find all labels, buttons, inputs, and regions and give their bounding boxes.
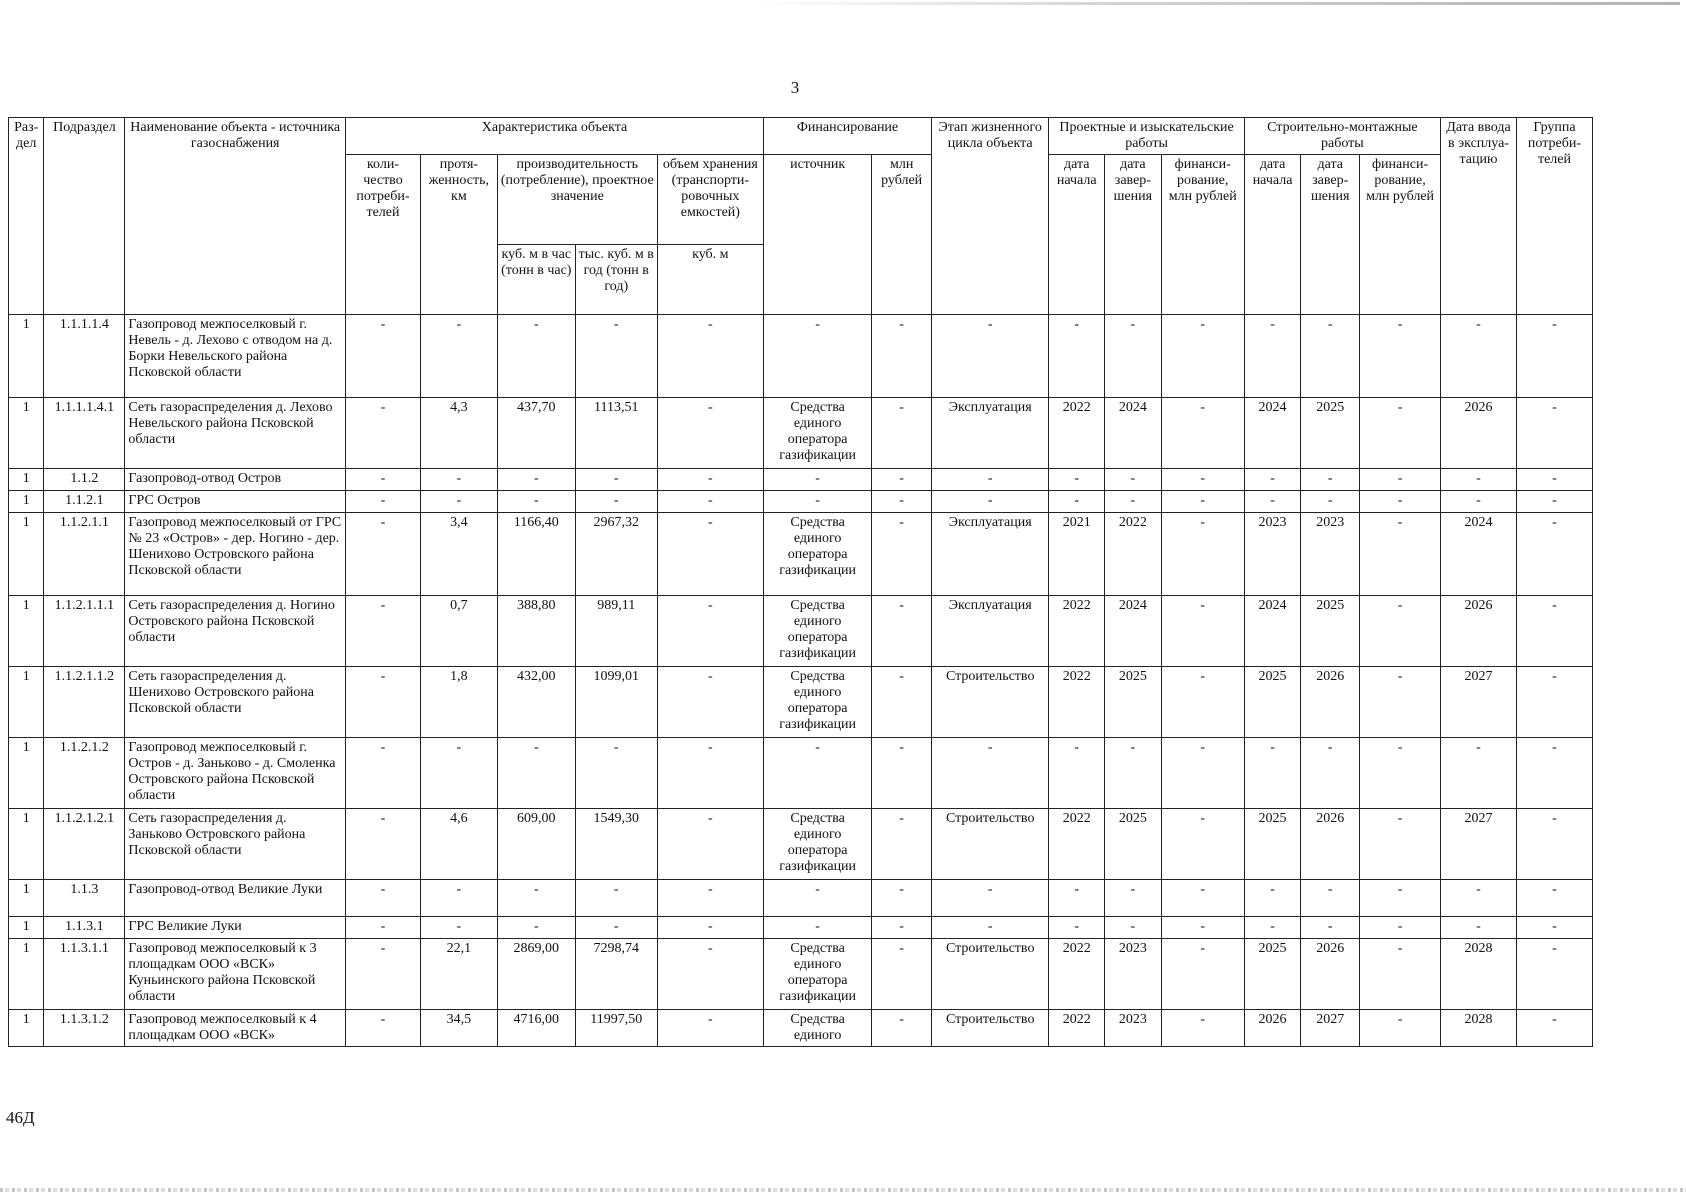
header-construction-date-end: дата завер-шения	[1301, 155, 1360, 315]
cell-design-date-end: 2024	[1105, 398, 1162, 469]
cell-productivity-hour: -	[497, 315, 575, 398]
cell-design-financing: -	[1161, 880, 1244, 917]
cell-lifecycle-stage: Строительство	[932, 809, 1049, 880]
cell-construction-date-end: 2023	[1301, 513, 1360, 596]
cell-productivity-year: 7298,74	[575, 939, 657, 1010]
cell-razdel: 1	[9, 738, 44, 809]
header-length: протя-женность, км	[420, 155, 497, 315]
cell-consumer-group: -	[1516, 738, 1592, 809]
cell-length-km: 0,7	[420, 596, 497, 667]
cell-length-km: 1,8	[420, 667, 497, 738]
cell-financing-mln: -	[872, 491, 932, 513]
table-row	[9, 917, 1593, 939]
cell-subsection: 1.1.3.1.2	[44, 1010, 125, 1047]
cell-construction-date-start: 2023	[1244, 513, 1301, 596]
header-consumer-group: Группа потреби-телей	[1516, 118, 1592, 315]
cell-productivity-hour: 432,00	[497, 667, 575, 738]
cell-storage-volume: -	[657, 1010, 763, 1047]
table-row	[9, 398, 1593, 469]
cell-consumer-group: -	[1516, 315, 1592, 398]
cell-financing-source: -	[763, 880, 871, 917]
cell-construction-date-start: -	[1244, 917, 1301, 939]
cell-subsection: 1.1.2.1	[44, 491, 125, 513]
cell-length-km: -	[420, 880, 497, 917]
header-consumers-count: коли-чество потреби-телей	[346, 155, 421, 315]
cell-productivity-year: -	[575, 738, 657, 809]
cell-design-date-end: 2023	[1105, 1010, 1162, 1047]
cell-financing-mln: -	[872, 880, 932, 917]
cell-construction-date-end: 2026	[1301, 939, 1360, 1010]
cell-design-financing: -	[1161, 738, 1244, 809]
cell-construction-date-start: -	[1244, 880, 1301, 917]
cell-object-name: Газопровод межпоселковый г. Остров - д. Заньково - д. Смоленка Островского района Псковской области	[125, 738, 346, 809]
cell-design-date-start: -	[1049, 491, 1105, 513]
cell-design-date-start: -	[1049, 469, 1105, 491]
table-row	[9, 315, 1593, 398]
header-podrazdel: Подраздел	[44, 118, 125, 315]
cell-construction-date-end: 2026	[1301, 809, 1360, 880]
cell-razdel: 1	[9, 667, 44, 738]
cell-commissioning-date: 2024	[1441, 513, 1517, 596]
cell-lifecycle-stage: Строительство	[932, 667, 1049, 738]
cell-lifecycle-stage: -	[932, 880, 1049, 917]
cell-design-financing: -	[1161, 667, 1244, 738]
cell-commissioning-date: -	[1441, 917, 1517, 939]
cell-construction-date-end: -	[1301, 469, 1360, 491]
header-design-works: Проектные и изыскательские работы	[1049, 118, 1244, 155]
cell-consumer-group: -	[1516, 939, 1592, 1010]
cell-design-date-end: 2024	[1105, 596, 1162, 667]
cell-productivity-year: 1099,01	[575, 667, 657, 738]
cell-commissioning-date: -	[1441, 880, 1517, 917]
cell-construction-financing: -	[1360, 667, 1441, 738]
cell-commissioning-date: -	[1441, 315, 1517, 398]
cell-object-name: ГРС Великие Луки	[125, 917, 346, 939]
cell-commissioning-date: 2028	[1441, 939, 1517, 1010]
cell-consumer-group: -	[1516, 491, 1592, 513]
cell-razdel: 1	[9, 315, 44, 398]
cell-length-km: -	[420, 491, 497, 513]
cell-design-date-start: 2022	[1049, 596, 1105, 667]
cell-financing-mln: -	[872, 939, 932, 1010]
cell-financing-source: Средства единого оператора газификации	[763, 596, 871, 667]
cell-razdel: 1	[9, 939, 44, 1010]
cell-consumers-count: -	[346, 667, 421, 738]
cell-construction-date-end: 2025	[1301, 398, 1360, 469]
cell-design-date-end: -	[1105, 880, 1162, 917]
cell-commissioning-date: -	[1441, 738, 1517, 809]
cell-construction-date-end: 2025	[1301, 596, 1360, 667]
cell-storage-volume: -	[657, 939, 763, 1010]
cell-object-name: Сеть газораспределения д. Лехово Невельского района Псковской области	[125, 398, 346, 469]
cell-object-name: Газопровод межпоселковый от ГРС № 23 «Остров» - дер. Ногино - дер. Шенихово Островского района Псковской области	[125, 513, 346, 596]
cell-subsection: 1.1.2.1.2	[44, 738, 125, 809]
cell-consumers-count: -	[346, 469, 421, 491]
header-cubic-m: куб. м	[657, 245, 763, 315]
gas-supply-table	[8, 117, 1593, 1047]
cell-subsection: 1.1.2.1.1.2	[44, 667, 125, 738]
cell-construction-date-start: 2024	[1244, 398, 1301, 469]
header-design-date-end: дата завер-шения	[1105, 155, 1162, 315]
cell-construction-date-end: -	[1301, 738, 1360, 809]
cell-construction-financing: -	[1360, 469, 1441, 491]
cell-lifecycle-stage: -	[932, 917, 1049, 939]
header-object-name: Наименование объекта - источника газоснабжения	[125, 118, 346, 315]
cell-design-date-start: -	[1049, 917, 1105, 939]
cell-design-date-start: 2022	[1049, 398, 1105, 469]
cell-construction-date-start: -	[1244, 315, 1301, 398]
cell-subsection: 1.1.3.1.1	[44, 939, 125, 1010]
header-construction-date-start: дата начала	[1244, 155, 1301, 315]
cell-design-financing: -	[1161, 398, 1244, 469]
cell-construction-date-start: 2025	[1244, 939, 1301, 1010]
cell-design-date-end: 2022	[1105, 513, 1162, 596]
table-row	[9, 491, 1593, 513]
cell-subsection: 1.1.3	[44, 880, 125, 917]
header-mln-rub: млн рублей	[872, 155, 932, 315]
cell-consumers-count: -	[346, 939, 421, 1010]
cell-design-financing: -	[1161, 809, 1244, 880]
table-row	[9, 469, 1593, 491]
cell-productivity-hour: 437,70	[497, 398, 575, 469]
header-lifecycle: Этап жизненного цикла объекта	[932, 118, 1049, 315]
cell-construction-financing: -	[1360, 1010, 1441, 1047]
cell-construction-financing: -	[1360, 398, 1441, 469]
table-header	[9, 118, 1593, 315]
cell-consumer-group: -	[1516, 596, 1592, 667]
cell-storage-volume: -	[657, 667, 763, 738]
cell-storage-volume: -	[657, 917, 763, 939]
cell-design-date-end: 2023	[1105, 939, 1162, 1010]
page-number: 3	[790, 78, 800, 97]
cell-consumer-group: -	[1516, 917, 1592, 939]
cell-razdel: 1	[9, 513, 44, 596]
cell-design-financing: -	[1161, 939, 1244, 1010]
cell-object-name: ГРС Остров	[125, 491, 346, 513]
cell-design-date-end: -	[1105, 469, 1162, 491]
header-design-financing: финанси-рование, млн рублей	[1161, 155, 1244, 315]
cell-construction-date-start: 2024	[1244, 596, 1301, 667]
cell-storage-volume: -	[657, 315, 763, 398]
cell-razdel: 1	[9, 880, 44, 917]
header-storage: объем хранения (транспорти-ровочных емкостей)	[657, 155, 763, 245]
cell-design-financing: -	[1161, 469, 1244, 491]
cell-financing-mln: -	[872, 398, 932, 469]
cell-design-date-start: 2022	[1049, 939, 1105, 1010]
cell-consumer-group: -	[1516, 469, 1592, 491]
table-row	[9, 513, 1593, 596]
cell-length-km: 4,6	[420, 809, 497, 880]
header-cubic-per-hour: куб. м в час (тонн в час)	[497, 245, 575, 315]
cell-razdel: 1	[9, 469, 44, 491]
cell-consumer-group: -	[1516, 667, 1592, 738]
cell-subsection: 1.1.2.1.2.1	[44, 809, 125, 880]
cell-design-date-start: 2022	[1049, 1010, 1105, 1047]
cell-consumer-group: -	[1516, 809, 1592, 880]
table-row	[9, 809, 1593, 880]
cell-productivity-hour: -	[497, 491, 575, 513]
cell-razdel: 1	[9, 1010, 44, 1047]
cell-productivity-year: 1113,51	[575, 398, 657, 469]
cell-productivity-hour: 4716,00	[497, 1010, 575, 1047]
cell-object-name: Сеть газораспределения д. Шенихово Островского района Псковской области	[125, 667, 346, 738]
cell-object-name: Газопровод-отвод Остров	[125, 469, 346, 491]
cell-storage-volume: -	[657, 469, 763, 491]
cell-length-km: 4,3	[420, 398, 497, 469]
cell-design-financing: -	[1161, 917, 1244, 939]
cell-subsection: 1.1.2.1.1.1	[44, 596, 125, 667]
cell-length-km: 3,4	[420, 513, 497, 596]
table-body	[9, 315, 1593, 1047]
cell-construction-financing: -	[1360, 917, 1441, 939]
cell-storage-volume: -	[657, 513, 763, 596]
cell-consumers-count: -	[346, 738, 421, 809]
header-thousand-cubic-per-year: тыс. куб. м в год (тонн в год)	[575, 245, 657, 315]
cell-productivity-year: -	[575, 469, 657, 491]
cell-productivity-hour: -	[497, 738, 575, 809]
cell-consumer-group: -	[1516, 513, 1592, 596]
cell-financing-source: Средства единого оператора газификации	[763, 667, 871, 738]
cell-financing-mln: -	[872, 596, 932, 667]
header-source: источник	[763, 155, 871, 315]
cell-lifecycle-stage: -	[932, 469, 1049, 491]
cell-consumers-count: -	[346, 880, 421, 917]
header-financing: Финансирование	[763, 118, 931, 155]
cell-financing-mln: -	[872, 667, 932, 738]
cell-financing-source: -	[763, 469, 871, 491]
header-commissioning: Дата ввода в эксплуа-тацию	[1441, 118, 1517, 315]
table-row	[9, 596, 1593, 667]
cell-lifecycle-stage: Эксплуатация	[932, 513, 1049, 596]
cell-lifecycle-stage: Эксплуатация	[932, 596, 1049, 667]
cell-construction-financing: -	[1360, 880, 1441, 917]
cell-design-date-start: 2021	[1049, 513, 1105, 596]
cell-length-km: -	[420, 469, 497, 491]
cell-object-name: Сеть газораспределения д. Ногино Островского района Псковской области	[125, 596, 346, 667]
cell-subsection: 1.1.1.1.4	[44, 315, 125, 398]
table-row	[9, 667, 1593, 738]
table-row	[9, 738, 1593, 809]
cell-financing-source: Средства единого оператора газификации	[763, 939, 871, 1010]
cell-construction-date-start: 2026	[1244, 1010, 1301, 1047]
cell-consumers-count: -	[346, 513, 421, 596]
cell-design-date-start: -	[1049, 315, 1105, 398]
cell-consumer-group: -	[1516, 1010, 1592, 1047]
cell-financing-source: Средства единого	[763, 1010, 871, 1047]
header-construction-financing: финанси-рование, млн рублей	[1360, 155, 1441, 315]
cell-design-date-start: 2022	[1049, 809, 1105, 880]
cell-construction-financing: -	[1360, 939, 1441, 1010]
cell-construction-financing: -	[1360, 513, 1441, 596]
cell-construction-financing: -	[1360, 738, 1441, 809]
cell-storage-volume: -	[657, 596, 763, 667]
cell-construction-date-end: -	[1301, 880, 1360, 917]
cell-productivity-hour: -	[497, 469, 575, 491]
header-design-date-start: дата начала	[1049, 155, 1105, 315]
scan-edge-bottom	[0, 1188, 1686, 1192]
cell-construction-financing: -	[1360, 809, 1441, 880]
cell-object-name: Газопровод-отвод Великие Луки	[125, 880, 346, 917]
cell-financing-source: -	[763, 491, 871, 513]
cell-subsection: 1.1.2	[44, 469, 125, 491]
cell-length-km: -	[420, 917, 497, 939]
cell-length-km: -	[420, 315, 497, 398]
cell-lifecycle-stage: -	[932, 315, 1049, 398]
cell-productivity-year: -	[575, 880, 657, 917]
cell-construction-date-start: -	[1244, 469, 1301, 491]
cell-design-financing: -	[1161, 491, 1244, 513]
cell-storage-volume: -	[657, 738, 763, 809]
cell-consumers-count: -	[346, 1010, 421, 1047]
cell-productivity-year: 11997,50	[575, 1010, 657, 1047]
cell-design-date-end: -	[1105, 738, 1162, 809]
cell-financing-source: Средства единого оператора газификации	[763, 809, 871, 880]
cell-consumers-count: -	[346, 491, 421, 513]
cell-productivity-hour: 609,00	[497, 809, 575, 880]
header-productivity: производительность (потребление), проектное значение	[497, 155, 657, 245]
cell-object-name: Газопровод межпоселковый к 4 площадкам ООО «ВСК»	[125, 1010, 346, 1047]
cell-construction-date-start: -	[1244, 738, 1301, 809]
cell-construction-financing: -	[1360, 315, 1441, 398]
cell-financing-source: Средства единого оператора газификации	[763, 398, 871, 469]
cell-design-financing: -	[1161, 315, 1244, 398]
table-row	[9, 880, 1593, 917]
scan-edge-top	[750, 2, 1680, 5]
cell-commissioning-date: -	[1441, 469, 1517, 491]
cell-construction-date-end: -	[1301, 917, 1360, 939]
cell-razdel: 1	[9, 809, 44, 880]
cell-financing-source: -	[763, 738, 871, 809]
cell-design-date-end: -	[1105, 491, 1162, 513]
cell-design-date-end: -	[1105, 315, 1162, 398]
cell-construction-date-end: 2027	[1301, 1010, 1360, 1047]
cell-lifecycle-stage: -	[932, 738, 1049, 809]
cell-consumers-count: -	[346, 809, 421, 880]
header-characteristics: Характеристика объекта	[346, 118, 764, 155]
cell-consumers-count: -	[346, 398, 421, 469]
cell-razdel: 1	[9, 596, 44, 667]
cell-financing-mln: -	[872, 917, 932, 939]
cell-productivity-hour: 388,80	[497, 596, 575, 667]
cell-commissioning-date: -	[1441, 491, 1517, 513]
table-row	[9, 939, 1593, 1010]
cell-construction-date-end: 2026	[1301, 667, 1360, 738]
cell-productivity-year: 1549,30	[575, 809, 657, 880]
cell-lifecycle-stage: Эксплуатация	[932, 398, 1049, 469]
cell-subsection: 1.1.1.1.4.1	[44, 398, 125, 469]
cell-productivity-hour: -	[497, 917, 575, 939]
cell-commissioning-date: 2028	[1441, 1010, 1517, 1047]
cell-storage-volume: -	[657, 880, 763, 917]
cell-subsection: 1.1.3.1	[44, 917, 125, 939]
cell-productivity-year: -	[575, 315, 657, 398]
cell-design-date-start: -	[1049, 880, 1105, 917]
header-razdel: Раз-дел	[9, 118, 44, 315]
cell-financing-mln: -	[872, 1010, 932, 1047]
cell-lifecycle-stage: Строительство	[932, 939, 1049, 1010]
cell-consumers-count: -	[346, 596, 421, 667]
cell-consumer-group: -	[1516, 880, 1592, 917]
header-construction-works: Строительно-монтажные работы	[1244, 118, 1440, 155]
cell-length-km: 34,5	[420, 1010, 497, 1047]
cell-productivity-year: 989,11	[575, 596, 657, 667]
cell-razdel: 1	[9, 398, 44, 469]
cell-design-date-end: 2025	[1105, 667, 1162, 738]
cell-consumers-count: -	[346, 917, 421, 939]
cell-construction-financing: -	[1360, 491, 1441, 513]
cell-construction-date-start: 2025	[1244, 667, 1301, 738]
cell-construction-date-start: -	[1244, 491, 1301, 513]
cell-storage-volume: -	[657, 398, 763, 469]
cell-construction-date-start: 2025	[1244, 809, 1301, 880]
cell-construction-date-end: -	[1301, 315, 1360, 398]
cell-consumer-group: -	[1516, 398, 1592, 469]
cell-financing-mln: -	[872, 469, 932, 491]
cell-financing-mln: -	[872, 513, 932, 596]
footer-code: 46Д	[6, 1108, 35, 1127]
cell-design-date-end: 2025	[1105, 809, 1162, 880]
cell-lifecycle-stage: Строительство	[932, 1010, 1049, 1047]
cell-financing-source: -	[763, 315, 871, 398]
cell-storage-volume: -	[657, 809, 763, 880]
cell-length-km: 22,1	[420, 939, 497, 1010]
cell-razdel: 1	[9, 917, 44, 939]
cell-commissioning-date: 2026	[1441, 398, 1517, 469]
cell-financing-mln: -	[872, 315, 932, 398]
cell-financing-mln: -	[872, 738, 932, 809]
cell-productivity-year: -	[575, 491, 657, 513]
cell-financing-mln: -	[872, 809, 932, 880]
cell-commissioning-date: 2027	[1441, 667, 1517, 738]
cell-productivity-hour: 2869,00	[497, 939, 575, 1010]
table-row	[9, 1010, 1593, 1047]
cell-commissioning-date: 2027	[1441, 809, 1517, 880]
cell-lifecycle-stage: -	[932, 491, 1049, 513]
cell-consumers-count: -	[346, 315, 421, 398]
cell-design-date-start: 2022	[1049, 667, 1105, 738]
cell-commissioning-date: 2026	[1441, 596, 1517, 667]
cell-productivity-year: 2967,32	[575, 513, 657, 596]
cell-length-km: -	[420, 738, 497, 809]
cell-razdel: 1	[9, 491, 44, 513]
cell-productivity-year: -	[575, 917, 657, 939]
cell-design-financing: -	[1161, 513, 1244, 596]
cell-design-date-end: -	[1105, 917, 1162, 939]
cell-object-name: Сеть газораспределения д. Заньково Островского района Псковской области	[125, 809, 346, 880]
cell-financing-source: Средства единого оператора газификации	[763, 513, 871, 596]
cell-design-financing: -	[1161, 1010, 1244, 1047]
cell-object-name: Газопровод межпоселковый г. Невель - д. Лехово с отводом на д. Борки Невельского района Псковской области	[125, 315, 346, 398]
cell-construction-financing: -	[1360, 596, 1441, 667]
cell-object-name: Газопровод межпоселковый к 3 площадкам ООО «ВСК» Куньинского района Псковской области	[125, 939, 346, 1010]
cell-subsection: 1.1.2.1.1	[44, 513, 125, 596]
cell-productivity-hour: -	[497, 880, 575, 917]
cell-storage-volume: -	[657, 491, 763, 513]
cell-productivity-hour: 1166,40	[497, 513, 575, 596]
cell-design-financing: -	[1161, 596, 1244, 667]
cell-design-date-start: -	[1049, 738, 1105, 809]
cell-financing-source: -	[763, 917, 871, 939]
cell-construction-date-end: -	[1301, 491, 1360, 513]
